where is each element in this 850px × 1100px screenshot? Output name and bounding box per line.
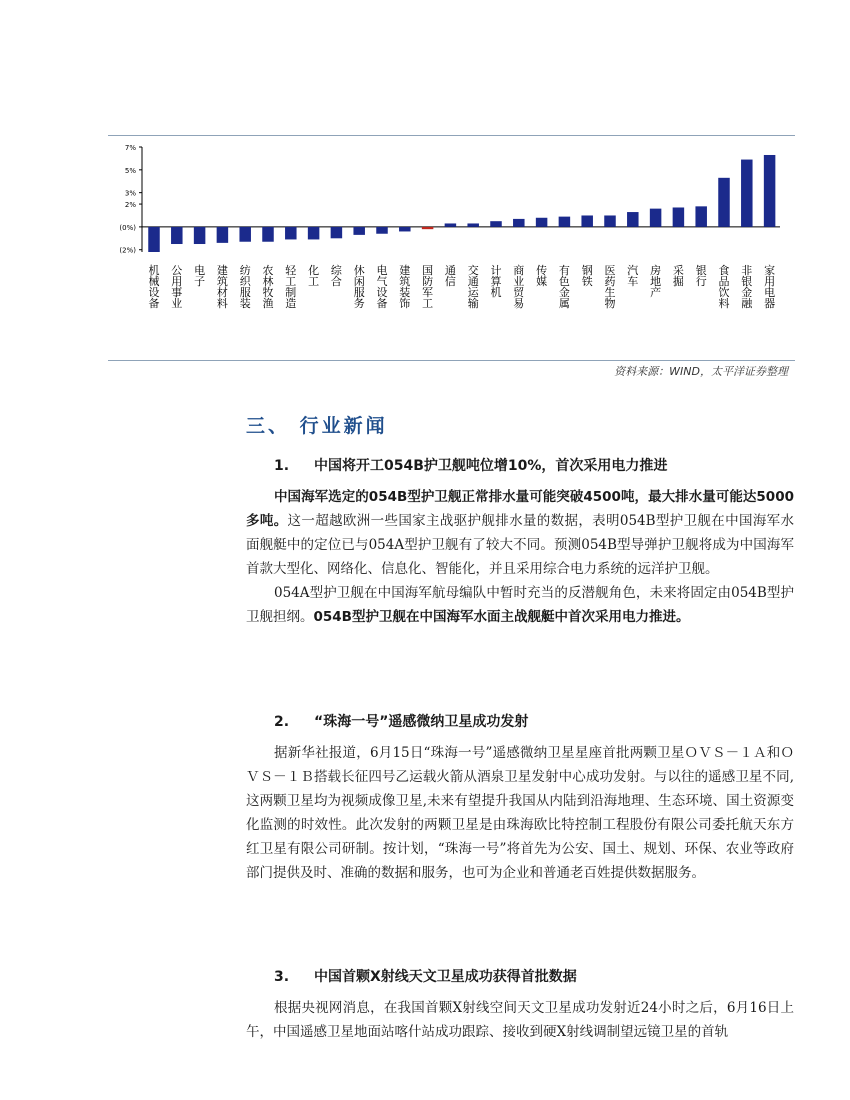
article-2-heading — [246, 711, 794, 731]
bar-28 — [764, 155, 776, 227]
category-label: 建筑材料 — [216, 264, 228, 310]
category-label: 食品饮料 — [718, 264, 730, 310]
bar-23 — [650, 209, 662, 227]
bar-6 — [262, 227, 274, 242]
y-tick-label: 7% — [124, 144, 136, 152]
category-label: 休闲服务 — [353, 264, 365, 310]
category-label: 银行 — [695, 264, 707, 288]
bar-12 — [399, 227, 411, 232]
bar-27 — [741, 160, 753, 227]
bar-3 — [194, 227, 206, 244]
article-2-number: 2. — [274, 714, 290, 730]
bar-1 — [148, 227, 160, 252]
category-label: 纺织服装 — [239, 264, 251, 310]
chart-bottom-rule — [108, 360, 795, 361]
article-1-title: 中国将开工054B护卫舰吨位增10%，首次采用电力推进 — [314, 458, 668, 474]
article-3-title: 中国首颗X射线天文卫星成功获得首批数据 — [314, 969, 577, 985]
category-label: 建筑装饰 — [399, 264, 411, 310]
category-label: 非银金融 — [741, 264, 753, 310]
article-2-paragraph: 据新华社报道，6月15日“珠海一号”遥感微纳卫星星座首批两颗卫星ＯＶＳ－１Ａ和ＯＶＳ－１Ｂ搭载长征四号乙运载火箭从酒泉卫星发射中心成功发射。与以往的遥感卫星不同,这两颗卫星均为视频成像卫星,未来有望提升我国从内陆到沿海地理、生态环境、国土资源变化监测的时效性。此次发射的两颗卫星是由珠海欧比特控制工程股份有限公司委托航天东方红卫星有限公司研制。按计划，“珠海一号”将首先为公安、国土、规划、环保、农业等政府部门提供及时、准确的数据和服务，也可为企业和普通老百姓提供数据服务。 — [246, 745, 794, 881]
article-1-body: 这一超越欧洲一些国家主战驱护舰排水量的数据，表明054B型护卫舰在中国海军水面舰艇中的定位已与054A型护卫舰有了较大不同。预测054B型导弹护卫舰将成为中国海军首款大型化、网络化、信息化、智能化，并且采用综合电力系统的远洋护卫舰。 — [246, 513, 795, 577]
y-tick-label: 5% — [124, 166, 136, 175]
chart-source-note: 资料来源：WIND，太平洋证券整理 — [614, 365, 788, 378]
category-label: 公用事业 — [171, 264, 183, 310]
article-3-heading — [246, 966, 794, 986]
article-1 — [246, 455, 794, 629]
y-tick-label: 2% — [124, 201, 136, 210]
category-label: 商业贸易 — [513, 264, 525, 310]
article-3-paragraph: 根据央视网消息，在我国首颗X射线空间天文卫星成功发射近24小时之后，6月16日上午，中国遥感卫星地面站喀什站成功跟踪、接收到硬X射线调制望远镜卫星的首轨 — [246, 1000, 794, 1040]
bar-14 — [445, 223, 457, 226]
bar-10 — [353, 227, 365, 235]
bar-26 — [718, 178, 730, 227]
bar-9 — [331, 227, 343, 238]
category-label: 综合 — [330, 264, 342, 288]
bar-4 — [217, 227, 229, 243]
category-label: 传媒 — [536, 264, 548, 288]
bar-2 — [171, 227, 183, 244]
y-tick-label: (0%) — [119, 223, 136, 232]
bar-8 — [308, 227, 320, 240]
category-label: 电子 — [194, 264, 206, 288]
category-label: 通信 — [444, 264, 456, 288]
bar-24 — [673, 207, 685, 226]
article-2-title: “珠海一号”遥感微纳卫星成功发射 — [314, 714, 529, 730]
article-1-body-2: 054A型护卫舰在中国海军航母编队中暂时充当的反潜舰角色，未来将固定由054B型护卫舰担纲。 — [246, 585, 794, 625]
category-label: 医药生物 — [604, 264, 616, 310]
bar-13 — [422, 227, 434, 229]
bar-11 — [376, 227, 388, 234]
category-label: 计算机 — [490, 264, 502, 299]
bar-20 — [581, 215, 593, 226]
category-label: 钢铁 — [581, 264, 593, 288]
chart-top-rule — [108, 135, 795, 136]
bar-16 — [490, 221, 502, 227]
category-label: 轻工制造 — [285, 264, 297, 310]
y-tick-label: (2%) — [119, 246, 136, 255]
article-1-heading — [246, 455, 794, 475]
article-2 — [246, 711, 794, 885]
article-1-number: 1. — [274, 458, 290, 474]
bar-21 — [604, 215, 616, 226]
category-label: 交通运输 — [467, 264, 479, 310]
section-title: 三、 行业新闻 — [246, 415, 388, 437]
article-1-closing-bold: 054B型护卫舰在中国海军水面主战舰艇中首次采用电力推进。 — [313, 609, 690, 625]
article-1-paragraph-1 — [246, 485, 794, 581]
industry-return-bar-chart — [108, 138, 795, 360]
bar-5 — [239, 227, 251, 242]
bar-17 — [513, 219, 525, 227]
article-3-number: 3. — [274, 969, 290, 985]
bar-7 — [285, 227, 297, 240]
article-3 — [246, 966, 794, 1044]
category-label: 电气设备 — [376, 264, 388, 310]
category-label: 房地产 — [650, 264, 662, 299]
category-label: 农林牧渔 — [262, 264, 274, 310]
bar-25 — [695, 206, 707, 227]
article-1-lead-bold: 中国海军选定的054B型护卫舰正常排水量可能突破4500吨，最大排水量可能达5000多吨。 — [246, 489, 794, 529]
bar-22 — [627, 212, 639, 227]
category-label: 国防军工 — [422, 264, 434, 310]
category-label: 机械设备 — [148, 264, 160, 310]
category-label: 化工 — [308, 264, 320, 288]
bar-18 — [536, 218, 548, 227]
y-tick-label: 3% — [124, 189, 136, 198]
category-label: 有色金属 — [558, 264, 570, 310]
article-1-paragraph-2 — [246, 581, 794, 629]
category-label: 采掘 — [672, 264, 684, 288]
category-label: 汽车 — [627, 264, 639, 288]
category-label: 家用电器 — [764, 264, 776, 310]
bar-19 — [559, 217, 571, 227]
bar-15 — [467, 223, 479, 226]
